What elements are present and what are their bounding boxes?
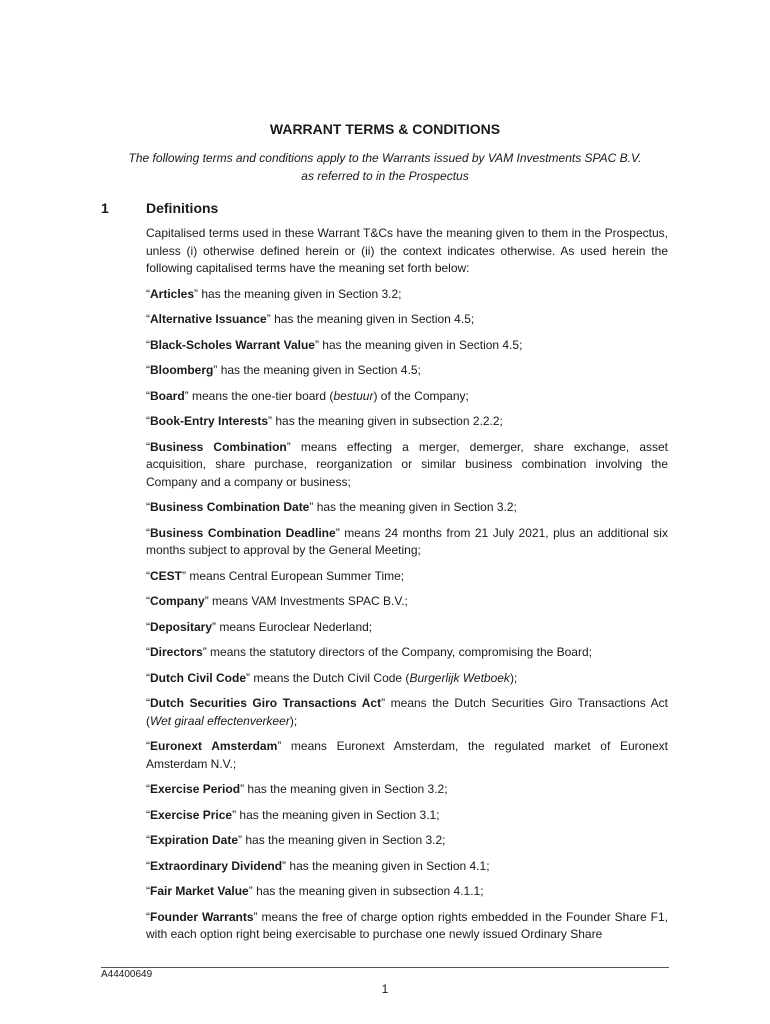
defined-term: CEST — [150, 568, 183, 583]
quote-open: “ — [146, 833, 150, 847]
definition-item — [146, 413, 668, 431]
quote-open: “ — [146, 312, 150, 326]
definition-text: means Euroclear Nederland; — [219, 619, 373, 634]
quote-open: “ — [146, 909, 150, 924]
quote-open: “ — [146, 696, 150, 710]
quote-open: “ — [146, 645, 150, 659]
defined-term: Depositary — [150, 619, 213, 634]
defined-term: Founder Warrants — [150, 909, 254, 924]
definition-item — [146, 439, 668, 492]
quote-close: ” — [335, 525, 345, 540]
definition-item — [146, 670, 668, 688]
quote-close: ” — [268, 414, 276, 428]
definition-italic-term: Wet giraal effectenverkeer — [150, 713, 290, 728]
quote-close: ” — [248, 884, 257, 898]
quote-close: ” — [266, 312, 275, 326]
defined-term: Exercise Period — [150, 782, 241, 796]
quote-open: “ — [146, 337, 150, 352]
quote-close: ” — [277, 739, 291, 753]
definition-item — [146, 695, 668, 730]
quote-open: “ — [146, 739, 150, 753]
defined-term: Black-Scholes Warrant Value — [150, 337, 315, 352]
definition-item — [146, 388, 668, 406]
defined-term: Company — [150, 594, 205, 608]
quote-close: ” — [232, 807, 240, 822]
defined-term: Articles — [150, 286, 195, 301]
quote-close: ” — [246, 670, 254, 685]
quote-open: “ — [146, 500, 150, 514]
quote-close: ” — [240, 782, 248, 796]
definition-item — [146, 858, 668, 876]
definition-item — [146, 832, 668, 850]
definition-item — [146, 781, 668, 799]
definition-text: has the meaning given in Section 4.5; — [220, 363, 421, 377]
definition-item — [146, 337, 668, 355]
quote-close: ” — [282, 858, 290, 873]
definition-text: means the Dutch Securities Giro Transactions Act ( — [146, 696, 669, 728]
defined-term: Euronext Amsterdam — [150, 739, 278, 753]
definition-item — [146, 568, 668, 586]
quote-close: ” — [309, 500, 317, 514]
section-number: 1 — [101, 200, 109, 216]
definition-text-end: ) of the Company; — [373, 388, 469, 403]
quote-close: ” — [184, 388, 193, 403]
definition-text: means the statutory directors of the Company, compromising the Board; — [210, 645, 592, 659]
quote-open: “ — [146, 414, 150, 428]
definition-item — [146, 362, 668, 380]
definition-item — [146, 644, 668, 662]
quote-open: “ — [146, 439, 150, 454]
quote-close: ” — [212, 619, 220, 634]
definition-text: has the meaning given in Section 3.2; — [245, 833, 446, 847]
quote-open: “ — [146, 670, 150, 685]
definition-text: means effecting a merger, demerger, share exchange, asset acquisition, share purchase, reorganization or similar business combination involving the Company and a company or business; — [146, 439, 668, 489]
definition-item — [146, 909, 668, 944]
definition-text: means Euronext Amsterdam, the regulated market of Euronext Amsterdam N.V.; — [146, 739, 668, 771]
definition-text: means Central European Summer Time; — [189, 568, 405, 583]
defined-term: Board — [150, 388, 185, 403]
intro-paragraph: Capitalised terms used in these Warrant T&Cs have the meaning given to them in the Prospectus, unless (i) otherwise defined herein or (ii) the context indicates otherwise. As used herein the following capitalised terms have the meaning set forth below: — [146, 226, 668, 275]
definition-italic-term: bestuur — [333, 388, 374, 403]
definition-text: has the meaning given in Section 4.1; — [289, 858, 490, 873]
definition-text-end: ); — [509, 670, 518, 685]
quote-close: ” — [253, 909, 262, 924]
definition-text-end: ); — [289, 713, 298, 728]
defined-term: Book-Entry Interests — [150, 414, 269, 428]
defined-term: Dutch Civil Code — [150, 670, 247, 685]
definition-text: has the meaning given in Section 4.5; — [322, 337, 523, 352]
definition-item — [146, 286, 668, 304]
quote-open: “ — [146, 594, 150, 608]
defined-term: Alternative Issuance — [150, 312, 267, 326]
document-reference: A44400649 — [101, 969, 153, 980]
footer-divider — [101, 967, 669, 968]
defined-term: Bloomberg — [150, 363, 214, 377]
quote-close: ” — [202, 645, 211, 659]
quote-open: “ — [146, 782, 150, 796]
quote-close: ” — [314, 337, 323, 352]
quote-open: “ — [146, 388, 150, 403]
defined-term: Extraordinary Dividend — [150, 858, 283, 873]
definition-text: means VAM Investments SPAC B.V.; — [212, 594, 408, 608]
definition-item — [146, 593, 668, 611]
quote-close: ” — [182, 568, 190, 583]
defined-term: Dutch Securities Giro Transactions Act — [150, 696, 382, 710]
quote-open: “ — [146, 286, 150, 301]
subtitle-line: The following terms and conditions apply to the Warrants issued by VAM Investments SPAC B.V. — [128, 151, 642, 165]
definition-text: has the meaning given in subsection 2.2.2; — [275, 414, 503, 428]
definition-text: has the meaning given in Section 3.2; — [247, 782, 448, 796]
definition-item — [146, 883, 668, 901]
defined-term: Business Combination Date — [150, 500, 310, 514]
definition-text: means the free of charge option rights embedded in the Founder Share F1, with each option right being exercisable to purchase one newly issued Ordinary Share — [146, 909, 668, 941]
definition-text: has the meaning given in Section 4.5; — [274, 312, 475, 326]
definition-text: has the meaning given in subsection 4.1.1; — [256, 884, 484, 898]
defined-term: Directors — [150, 645, 203, 659]
quote-close: ” — [381, 696, 391, 710]
quote-open: “ — [146, 525, 150, 540]
defined-term: Exercise Price — [150, 807, 233, 822]
definitions-body — [146, 225, 668, 952]
document-title: WARRANT TERMS & CONDITIONS — [269, 121, 501, 137]
definition-item — [146, 499, 668, 517]
quote-close: ” — [194, 286, 202, 301]
quote-close: ” — [286, 439, 301, 454]
definition-item — [146, 738, 668, 773]
defined-term: Expiration Date — [150, 833, 239, 847]
page-number: 1 — [381, 982, 389, 996]
definitions-list — [146, 286, 668, 944]
definition-text: means the one-tier board ( — [192, 388, 334, 403]
section-heading: Definitions — [146, 200, 219, 216]
definition-item — [146, 311, 668, 329]
subtitle-line: as referred to in the Prospectus — [301, 169, 469, 183]
document-subtitle — [0, 149, 770, 185]
definition-item — [146, 619, 668, 637]
definition-text: means 24 months from 21 July 2021, plus an additional six months subject to approval by the General Meeting; — [146, 525, 668, 557]
quote-close: ” — [213, 363, 221, 377]
definition-italic-term: Burgerlijk Wetboek — [409, 670, 510, 685]
definition-item — [146, 807, 668, 825]
defined-term: Business Combination Deadline — [150, 525, 336, 540]
definition-item — [146, 525, 668, 560]
quote-close: ” — [204, 594, 213, 608]
quote-open: “ — [146, 363, 150, 377]
quote-close: ” — [238, 833, 246, 847]
quote-open: “ — [146, 884, 150, 898]
definition-text: has the meaning given in Section 3.2; — [201, 286, 402, 301]
definition-text: has the meaning given in Section 3.1; — [239, 807, 440, 822]
definition-text: has the meaning given in Section 3.2; — [316, 500, 517, 514]
quote-open: “ — [146, 568, 150, 583]
quote-open: “ — [146, 619, 150, 634]
quote-open: “ — [146, 807, 150, 822]
defined-term: Fair Market Value — [150, 884, 249, 898]
quote-open: “ — [146, 858, 150, 873]
defined-term: Business Combination — [150, 439, 287, 454]
definition-text: means the Dutch Civil Code ( — [253, 670, 410, 685]
